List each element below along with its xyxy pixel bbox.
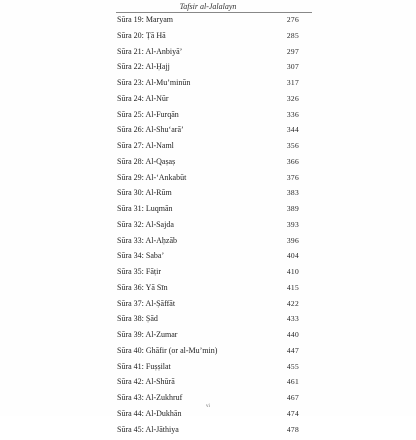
toc-entry-label: Sūra 26: Al-Shu‘arā’	[117, 125, 184, 135]
toc-entry-label: Sūra 40: Ghāfir (or al-Mu’min)	[117, 346, 217, 356]
toc-entry	[0, 251, 416, 267]
toc-entry-label: Sūra 24: Al-Nūr	[117, 94, 169, 104]
toc-entry-label: Sūra 27: Al-Naml	[117, 141, 174, 151]
toc-entry-page-number: 383	[287, 188, 299, 198]
toc-entry-label: Sūra 44: Al-Dukhān	[117, 409, 181, 419]
toc-entry-page-number: 276	[287, 15, 299, 25]
toc-entry	[0, 157, 416, 173]
toc-entry-label: Sūra 25: Al-Furqān	[117, 110, 179, 120]
toc-entry-label: Sūra 33: Al-Aḥzāb	[117, 236, 177, 246]
toc-entry	[0, 94, 416, 110]
toc-entry	[0, 188, 416, 204]
toc-entry-page-number: 461	[287, 377, 299, 387]
toc-entry-page-number: 326	[287, 94, 299, 104]
toc-entry	[0, 220, 416, 236]
toc-entry-label: Sūra 31: Luqmān	[117, 204, 173, 214]
toc-entry-label: Sūra 34: Saba’	[117, 251, 164, 261]
toc-entry-page-number: 396	[287, 236, 299, 246]
running-head: Tafsir al-Jalalayn	[0, 2, 416, 11]
toc-entry-page-number: 285	[287, 31, 299, 41]
toc-entry-page-number: 440	[287, 330, 299, 340]
toc-entry-label: Sūra 21: Al-Anbiyā’	[117, 47, 182, 57]
toc-entry-page-number: 366	[287, 157, 299, 167]
toc-entry	[0, 31, 416, 47]
toc-entry	[0, 267, 416, 283]
toc-entry	[0, 362, 416, 378]
toc-entry	[0, 377, 416, 393]
toc-entry-label: Sūra 30: Al-Rūm	[117, 188, 172, 198]
toc-entry-page-number: 336	[287, 110, 299, 120]
toc-entry-page-number: 474	[287, 409, 299, 419]
toc-entry-page-number: 404	[287, 251, 299, 261]
toc-entry-label: Sūra 20: Ṭā Hā	[117, 31, 166, 41]
toc-entry-page-number: 344	[287, 125, 299, 135]
toc-entry-label: Sūra 23: Al-Mu’minūn	[117, 78, 190, 88]
toc-entry-page-number: 410	[287, 267, 299, 277]
toc-entry	[0, 78, 416, 94]
toc-entry-label: Sūra 39: Al-Zumar	[117, 330, 177, 340]
toc-entry-page-number: 389	[287, 204, 299, 214]
toc-entry-label: Sūra 22: Al-Ḥajj	[117, 62, 170, 72]
toc-entry	[0, 47, 416, 63]
toc-entry-page-number: 376	[287, 173, 299, 183]
toc-entry-page-number: 415	[287, 283, 299, 293]
toc-entry-page-number: 317	[287, 78, 299, 88]
toc-entry-page-number: 422	[287, 299, 299, 309]
toc-entry	[0, 409, 416, 425]
toc-entry	[0, 283, 416, 299]
toc-entry-label: Sūra 38: Ṣād	[117, 314, 158, 324]
toc-entry-page-number: 447	[287, 346, 299, 356]
toc-entry-page-number: 307	[287, 62, 299, 72]
toc-entry	[0, 314, 416, 330]
toc-entry-label: Sūra 32: Al-Sajda	[117, 220, 174, 230]
header-divider	[116, 12, 312, 13]
toc-entry-page-number: 478	[287, 425, 299, 435]
toc-entry	[0, 110, 416, 126]
table-of-contents	[0, 15, 416, 440]
toc-entry-label: Sūra 41: Fuṣṣilat	[117, 362, 171, 372]
toc-entry-label: Sūra 19: Maryam	[117, 15, 173, 25]
toc-entry-page-number: 455	[287, 362, 299, 372]
page-folio: vi	[0, 404, 416, 409]
toc-entry-label: Sūra 28: Al-Qaṣaṣ	[117, 157, 175, 167]
toc-entry-page-number: 467	[287, 393, 299, 403]
toc-entry	[0, 330, 416, 346]
toc-entry-label: Sūra 37: Al-Ṣāffāt	[117, 299, 175, 309]
toc-entry	[0, 299, 416, 315]
toc-entry-label: Sūra 45: Al-Jāthiya	[117, 425, 179, 435]
toc-entry-label: Sūra 42: Al-Shūrā	[117, 377, 175, 387]
toc-entry	[0, 15, 416, 31]
toc-entry	[0, 346, 416, 362]
toc-entry	[0, 62, 416, 78]
toc-entry-label: Sūra 35: Fāṭir	[117, 267, 161, 277]
toc-entry	[0, 236, 416, 252]
toc-entry-label: Sūra 29: Al-‘Ankabūt	[117, 173, 186, 183]
toc-entry-label: Sūra 36: Yā Sīn	[117, 283, 168, 293]
toc-entry	[0, 425, 416, 440]
toc-entry-page-number: 393	[287, 220, 299, 230]
toc-entry	[0, 173, 416, 189]
toc-entry	[0, 204, 416, 220]
toc-entry-page-number: 356	[287, 141, 299, 151]
toc-entry-label: Sūra 43: Al-Zukhruf	[117, 393, 182, 403]
toc-entry-page-number: 433	[287, 314, 299, 324]
toc-entry	[0, 141, 416, 157]
toc-entry-page-number: 297	[287, 47, 299, 57]
toc-entry	[0, 125, 416, 141]
